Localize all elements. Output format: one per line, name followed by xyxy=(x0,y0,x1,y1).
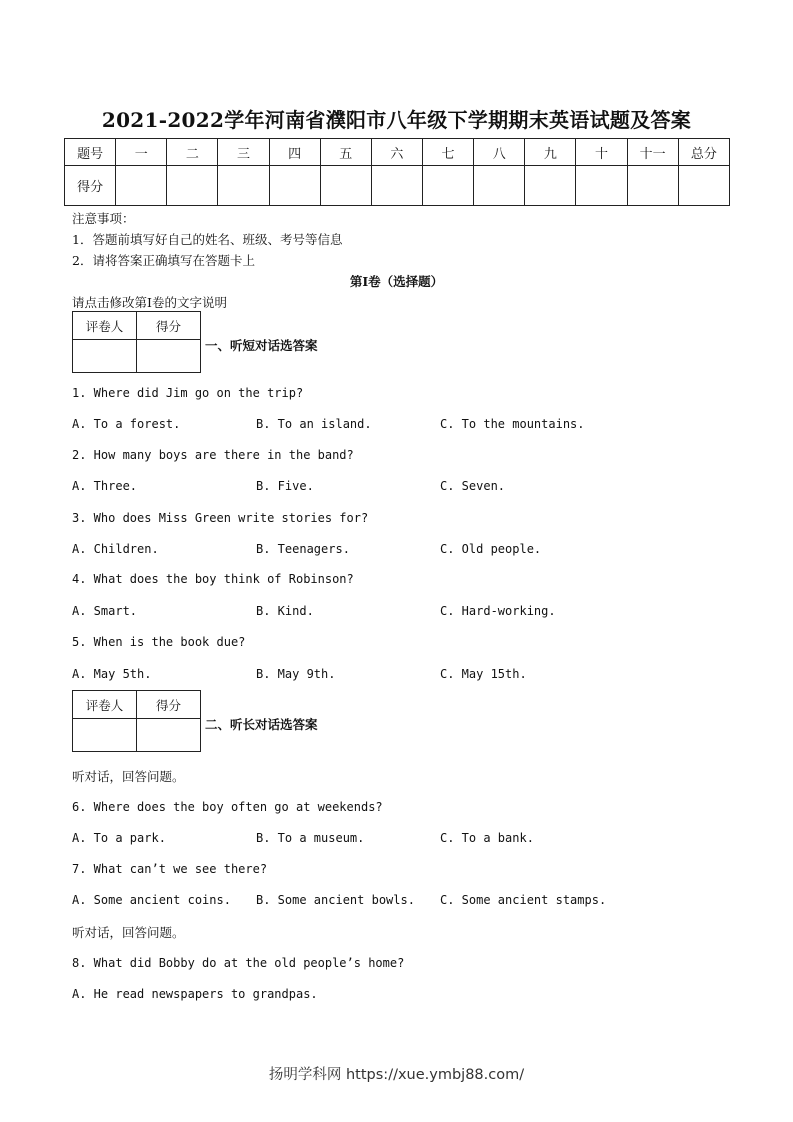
rater-box xyxy=(72,690,201,752)
option[interactable]: B. To an island. xyxy=(256,417,372,431)
score-cell[interactable] xyxy=(422,166,473,206)
score-header-cell: 总分 xyxy=(678,139,729,166)
score-header-cell: 七 xyxy=(422,139,473,166)
question: 2. How many boys are there in the band? xyxy=(72,448,354,462)
score-header-cell: 八 xyxy=(474,139,525,166)
option[interactable]: B. To a museum. xyxy=(256,831,365,845)
option[interactable]: A. Some ancient coins. xyxy=(72,893,231,907)
score-cell[interactable] xyxy=(269,166,320,206)
rater-score-cell[interactable] xyxy=(137,719,201,752)
section-title: 一、听短对话选答案 xyxy=(205,338,318,353)
score-header-cell: 十一 xyxy=(627,139,678,166)
score-cell[interactable] xyxy=(116,166,167,206)
note-item: 1．答题前填写好自己的姓名、班级、考号等信息 xyxy=(72,232,343,247)
option[interactable]: C. Seven. xyxy=(440,479,506,493)
score-row-label: 得分 xyxy=(65,166,116,206)
score-header-cell: 三 xyxy=(218,139,269,166)
rater-box xyxy=(72,311,201,373)
score-header-cell: 四 xyxy=(269,139,320,166)
score-header-cell: 五 xyxy=(320,139,371,166)
question: 1. Where did Jim go on the trip? xyxy=(72,386,304,400)
rater-score-label: 得分 xyxy=(137,312,201,340)
option[interactable]: C. To a bank. xyxy=(440,831,534,845)
option[interactable]: C. To the mountains. xyxy=(440,417,585,431)
option[interactable]: A. To a park. xyxy=(72,831,166,845)
score-header-cell: 六 xyxy=(371,139,422,166)
option[interactable]: C. May 15th. xyxy=(440,667,527,681)
question: 5. When is the book due? xyxy=(72,635,246,649)
part-title: 第I卷（选择题） xyxy=(349,274,444,289)
option[interactable]: B. Kind. xyxy=(256,604,314,618)
score-cell[interactable] xyxy=(576,166,627,206)
score-cell[interactable] xyxy=(678,166,729,206)
score-header-cell: 十 xyxy=(576,139,627,166)
rater-score-label: 得分 xyxy=(137,691,201,719)
document-title: 2021-2022学年河南省濮阳市八年级下学期期末英语试题及答案 xyxy=(101,108,692,132)
listen-prompt: 听对话，回答问题。 xyxy=(72,925,185,940)
part-hint[interactable]: 请点击修改第I卷的文字说明 xyxy=(72,295,227,310)
score-cell[interactable] xyxy=(627,166,678,206)
score-cell[interactable] xyxy=(167,166,218,206)
option[interactable]: C. Some ancient stamps. xyxy=(440,893,607,907)
question: 3. Who does Miss Green write stories for? xyxy=(72,511,369,525)
score-cell[interactable] xyxy=(371,166,422,206)
score-header-cell: 二 xyxy=(167,139,218,166)
score-header-cell: 题号 xyxy=(65,139,116,166)
score-header-cell: 九 xyxy=(525,139,576,166)
option[interactable]: B. May 9th. xyxy=(256,667,336,681)
score-cell[interactable] xyxy=(320,166,371,206)
option[interactable]: C. Hard-working. xyxy=(440,604,556,618)
section-title: 二、听长对话选答案 xyxy=(205,717,318,732)
question: 8. What did Bobby do at the old people’s home? xyxy=(72,956,405,970)
notes-heading: 注意事项： xyxy=(72,211,135,226)
score-cell[interactable] xyxy=(218,166,269,206)
option[interactable]: A. Children. xyxy=(72,542,159,556)
question: 6. Where does the boy often go at weekends? xyxy=(72,800,383,814)
option[interactable]: B. Five. xyxy=(256,479,314,493)
question: 4. What does the boy think of Robinson? xyxy=(72,572,354,586)
option[interactable]: C. Old people. xyxy=(440,542,542,556)
footer-watermark: 扬明学科网 https://xue.ymbj88.com/ xyxy=(268,1067,525,1083)
rater-grader-label: 评卷人 xyxy=(73,312,137,340)
listen-prompt: 听对话，回答问题。 xyxy=(72,769,185,784)
option[interactable]: A. He read newspapers to grandpas. xyxy=(72,987,318,1001)
rater-grader-cell[interactable] xyxy=(73,719,137,752)
rater-grader-label: 评卷人 xyxy=(73,691,137,719)
note-item: 2．请将答案正确填写在答题卡上 xyxy=(72,253,255,268)
rater-score-cell[interactable] xyxy=(137,340,201,373)
question: 7. What can’t we see there? xyxy=(72,862,268,876)
rater-grader-cell[interactable] xyxy=(73,340,137,373)
option[interactable]: A. Three. xyxy=(72,479,138,493)
score-table xyxy=(64,138,730,206)
option[interactable]: A. May 5th. xyxy=(72,667,152,681)
score-cell[interactable] xyxy=(525,166,576,206)
option[interactable]: B. Teenagers. xyxy=(256,542,350,556)
score-header-cell: 一 xyxy=(116,139,167,166)
option[interactable]: B. Some ancient bowls. xyxy=(256,893,415,907)
score-cell[interactable] xyxy=(474,166,525,206)
option[interactable]: A. To a forest. xyxy=(72,417,181,431)
option[interactable]: A. Smart. xyxy=(72,604,138,618)
